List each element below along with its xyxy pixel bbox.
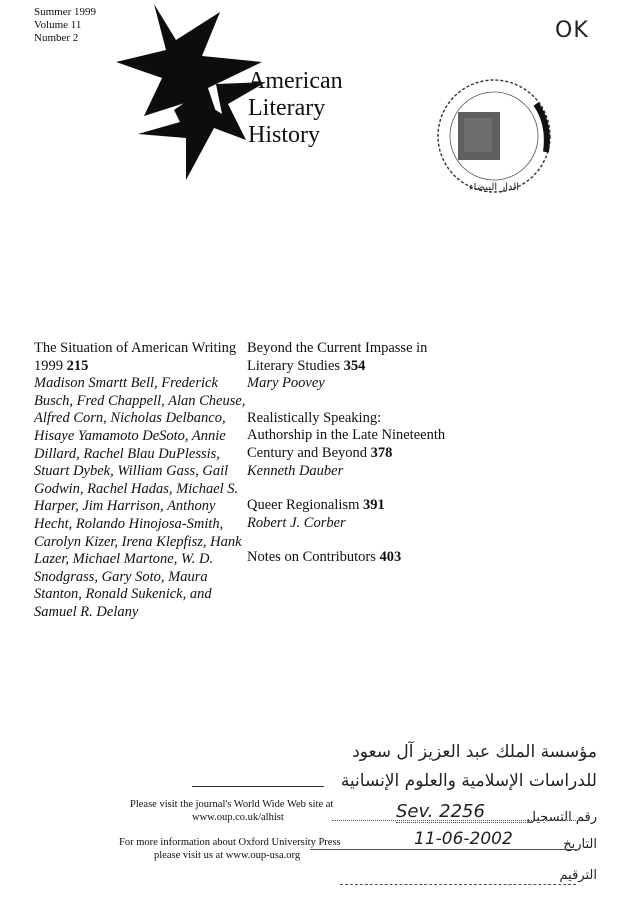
entry-title: Beyond the Current Impasse in Literary Studies [247,340,428,374]
journal-title-line3: History [248,122,320,148]
issue-info [34,6,96,45]
entry-page: 354 [343,357,366,374]
stamp-classification-label: الترقيم [559,868,597,883]
entry-title: Queer Regionalism [247,497,360,514]
footer-web-note: Please visit the journal's World Wide Web site at [130,799,334,810]
footer-oup-note: For more information about Oxford University Press [119,837,341,848]
seal-text: الدار البيضاء [468,182,520,193]
stamp-date-line [310,849,576,850]
contents-entry [247,410,447,480]
footer-journal-url: www.oup.co.uk/alhist [192,812,284,823]
contents-entry [247,340,447,393]
issue-number: Number 2 [34,32,79,44]
journal-star-logo [116,4,266,182]
handwritten-date: 11-06-2002 [414,829,513,849]
entry-authors: Mary Poovey [247,375,325,392]
contents-entry [34,340,246,622]
journal-title-line2: Literary [248,95,326,121]
stamp-institution-line2: للدراسات الإسلامية والعلوم الإنسانية [340,771,597,791]
library-seal-stamp [418,74,570,200]
stamp-institution-line1: مؤسسة الملك عبد العزيز آل سعود [352,742,597,762]
entry-title: Realistically Speaking: Authorship in the Late Nineteenth Century and Beyond [247,409,446,461]
entry-authors: Kenneth Dauber [247,462,344,479]
handwritten-ok-mark: OK [555,18,589,43]
journal-title-line1: American [248,68,343,94]
footer-oup-url: please visit us at www.oup-usa.org [154,850,301,861]
entry-page: 403 [379,549,402,566]
contents-right-column [247,340,447,584]
stamp-registration-label: رقم التسجيل [526,810,597,825]
issue-volume: Volume 11 [34,19,82,31]
contents-left-column [34,340,246,639]
entry-title: Notes on Contributors [247,549,376,566]
footer-rule [192,786,324,787]
entry-authors: Robert J. Corber [247,514,346,531]
journal-title [248,68,343,149]
handwritten-registration-number: Sev. 2256 [396,801,530,823]
entry-page: 378 [370,444,393,461]
entry-page: 215 [66,357,89,374]
contents-entry [247,497,447,532]
entry-page: 391 [362,497,385,514]
entry-authors: Madison Smartt Bell, Frederick Busch, Fred Chappell, Alan Cheuse, Alfred Corn, Nicholas Delbanco, Hisaye Yamamoto DeSoto, Annie Dillard, Rachel Blau DuPlessis, Stuart Dybek, William Gass, Gail Godwin, Rachel Hadas, Michael S. Harper, Jim Harrison, Anthony Hecht, Rolando Hinojosa-Smith, Carolyn Kizer, Irena Klepfisz, Hank Lazer, Michael Martone, W. D. Snodgrass, Gary Soto, Maura Stanton, Ronald Sukenick, and Samuel R. Delany [34,375,246,620]
stamp-classification-line [340,884,576,885]
stamp-date-label: التاريخ [563,837,597,852]
entry-title: The Situation of American Writing 1999 [34,340,237,374]
contents-entry [247,549,447,567]
issue-season: Summer 1999 [34,6,97,18]
